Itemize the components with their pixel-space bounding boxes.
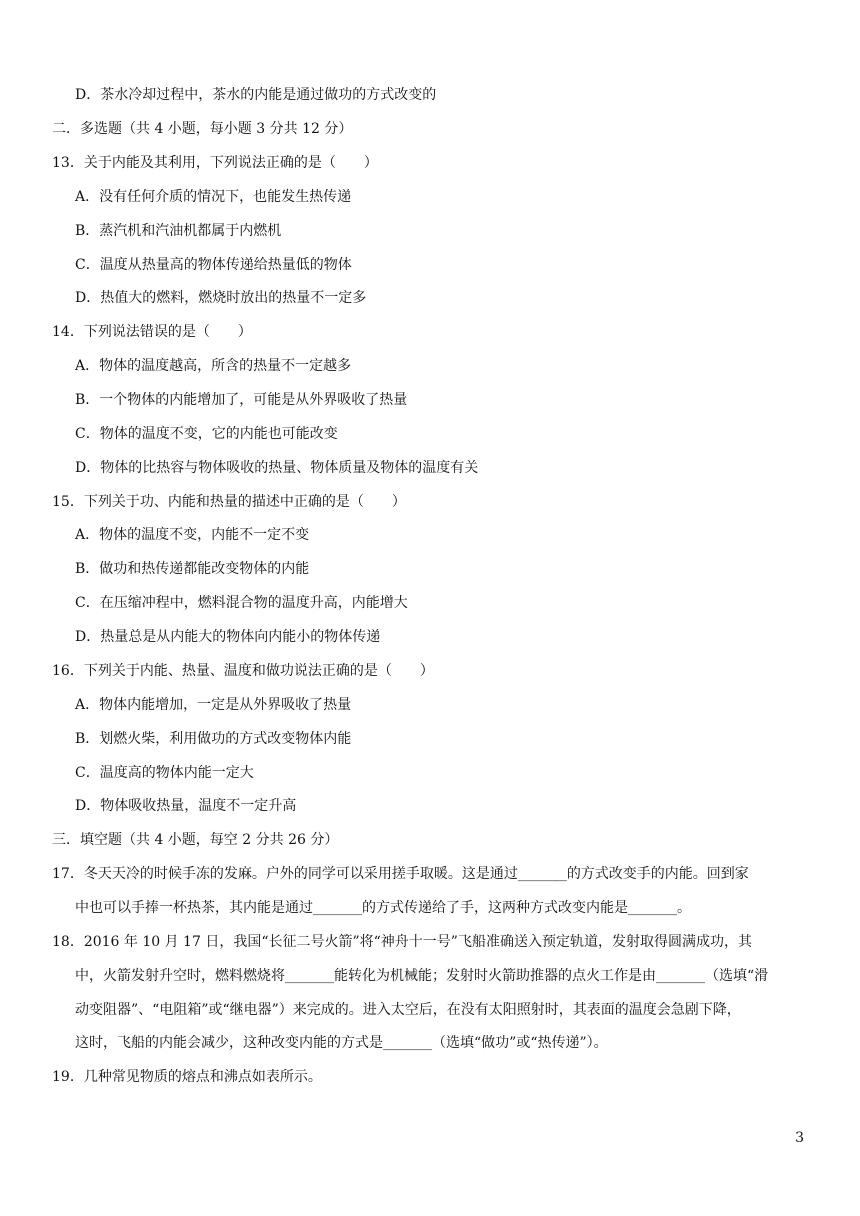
q16-option-c: C．温度高的物体内能一定大 <box>75 765 254 781</box>
page-number: 3 <box>795 1130 804 1146</box>
q15-stem: 15．下列关于功、内能和热量的描述中正确的是（ ） <box>52 494 406 510</box>
q17-line-2: 中也可以手捧一杯热茶，其内能是通过_______的方式传递给了手，这两种方式改变内能是_______。 <box>75 900 691 916</box>
q15-option-d: D．热量总是从内能大的物体向内能小的物体传递 <box>75 629 381 645</box>
q14-option-a: A．物体的温度越高，所含的热量不一定越多 <box>75 358 352 374</box>
q13-option-a: A．没有任何介质的情况下，也能发生热传递 <box>75 189 352 205</box>
section-2-heading: 二．多选题（共 4 小题，每小题 3 分共 12 分） <box>52 121 353 137</box>
q13-stem: 13．关于内能及其利用，下列说法正确的是（ ） <box>52 155 378 171</box>
q13-option-b: B．蒸汽机和汽油机都属于内燃机 <box>75 223 282 239</box>
q15-option-a: A．物体的温度不变，内能不一定不变 <box>75 527 310 543</box>
q19-stem: 19．几种常见物质的熔点和沸点如表所示。 <box>52 1069 322 1085</box>
q13-option-d: D．热值大的燃料，燃烧时放出的热量不一定多 <box>75 290 367 306</box>
q14-option-d: D．物体的比热容与物体吸收的热量、物体质量及物体的温度有关 <box>75 460 479 476</box>
q17-line-1: 17．冬天天冷的时候手冻的发麻。户外的同学可以采用搓手取暖。这是通过_______的方式改变手的内能。回到家 <box>52 866 749 882</box>
q12-option-d: D．茶水冷却过程中，茶水的内能是通过做功的方式改变的 <box>75 87 437 103</box>
q16-option-a: A．物体内能增加，一定是从外界吸收了热量 <box>75 697 352 713</box>
q18-line-3: 动变阻器”、“电阻箱”或“继电器”）来完成的。进入太空后，在没有太阳照射时，其表面的温度会急剧下降， <box>75 1002 741 1018</box>
q14-stem: 14．下列说法错误的是（ ） <box>52 324 252 340</box>
section-3-heading: 三．填空题（共 4 小题，每空 2 分共 26 分） <box>52 832 339 848</box>
q18-line-1: 18．2016 年 10 月 17 日，我国“长征二号火箭”将“神舟十一号”飞船准确送入预定轨道，发射取得圆满成功，其 <box>52 934 752 950</box>
q15-option-b: B．做功和热传递都能改变物体的内能 <box>75 561 310 577</box>
q16-option-d: D．物体吸收热量，温度不一定升高 <box>75 798 297 814</box>
q18-line-4: 这时，飞船的内能会减少，这种改变内能的方式是_______（选填“做功”或“热传递”）。 <box>75 1035 608 1051</box>
q16-option-b: B．划燃火柴，利用做功的方式改变物体内能 <box>75 731 352 747</box>
q14-option-c: C．物体的温度不变，它的内能也可能改变 <box>75 426 338 442</box>
q16-stem: 16．下列关于内能、热量、温度和做功说法正确的是（ ） <box>52 663 434 679</box>
q15-option-c: C．在压缩冲程中，燃料混合物的温度升高，内能增大 <box>75 595 408 611</box>
q18-line-2: 中，火箭发射升空时，燃料燃烧将_______能转化为机械能；发射时火箭助推器的点火工作是由_______（选填“滑 <box>75 968 769 984</box>
q13-option-c: C．温度从热量高的物体传递给热量低的物体 <box>75 257 352 273</box>
q14-option-b: B．一个物体的内能增加了，可能是从外界吸收了热量 <box>75 392 408 408</box>
